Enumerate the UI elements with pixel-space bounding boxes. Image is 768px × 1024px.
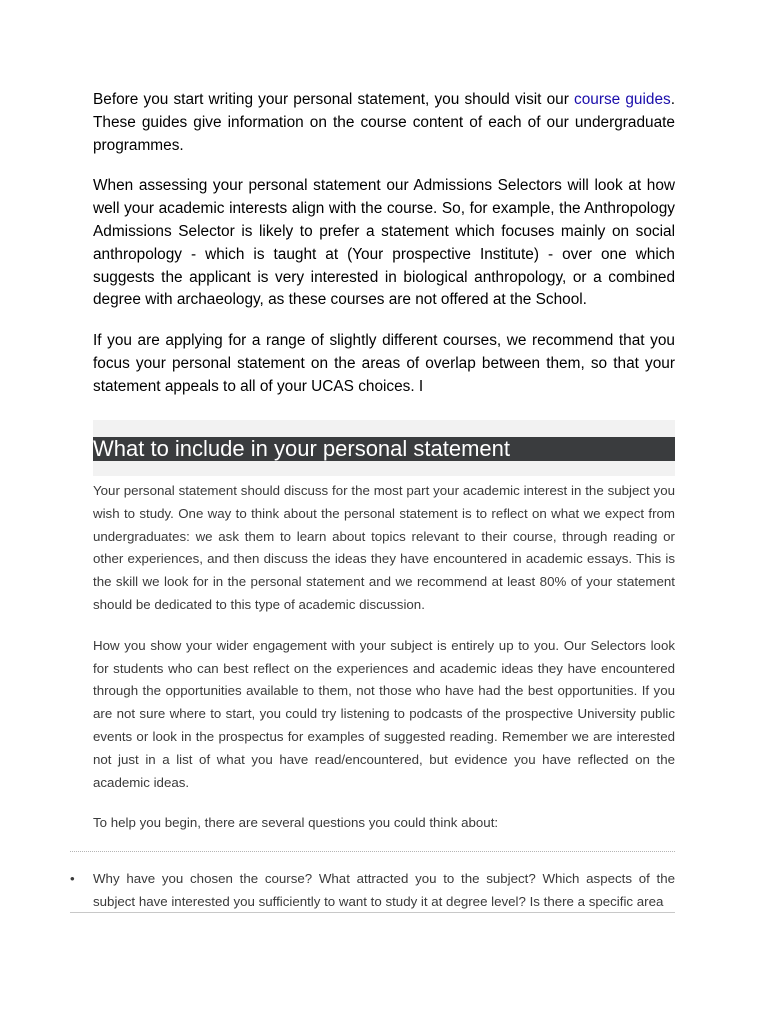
bullet-icon: • (70, 871, 75, 886)
section-heading: What to include in your personal statement (93, 436, 511, 461)
intro-paragraph-2: When assessing your personal statement our Admissions Selectors will look at how well your academic interests align with the course. So, for example, the Anthropology Admissions Selector is likely to prefer a statement which focuses mainly on social anthropology - which is taught at (Your prospective Institute) - over one which suggests the applicant is very interested in biological anthropology, or a combined degree with archaeology, as these courses are not offered at the School. (93, 177, 675, 309)
course-guides-link[interactable]: course guides (574, 91, 671, 108)
intro-paragraph-1 (93, 89, 675, 157)
list-item-text: Why have you chosen the course? What attracted you to the subject? Which aspects of the subject have interested you sufficiently to want to study it at degree level? Is there a specific area (93, 871, 675, 909)
solid-divider (70, 912, 675, 913)
intro-paragraph-3: If you are applying for a range of slightly different courses, we recommend that you focus your personal statement on the areas of overlap between them, so that your statement appeals to all of your UCAS choices. I (93, 332, 675, 395)
section-paragraph-2: How you show your wider engagement with your subject is entirely up to you. Our Selectors look for students who can best reflect on the experiences and academic ideas they have encountered through the opportunities available to them, not those who have had the best opportunities. If you are not sure where to start, you could try listening to podcasts of the prospective University public events or look in the prospectus for examples of suggested reading. Remember we are interested not just in a list of what you have read/encountered, but evidence you have reflected on the academic ideas. (93, 637, 675, 790)
questions-list (70, 868, 675, 914)
list-item (70, 868, 675, 914)
section-paragraph-1: Your personal statement should discuss for the most part your academic interest in the subject you wish to study. One way to think about the personal statement is to reflect on what we expect from undergraduates: we ask them to learn about topics relevant to their course, through reading or other experiences, and then discuss the ideas they have encountered in academic essays. This is the skill we look for in the personal statement and we recommend at least 80% of your statement should be dedicated to this type of academic discussion. (93, 483, 675, 612)
section-heading-bar (93, 437, 675, 461)
intro-paragraph-1-text-before: Before you start writing your personal statement, you should visit our (93, 91, 575, 108)
questions-lead-in: To help you begin, there are several questions you could think about: (93, 815, 499, 831)
intro-paragraph-1-text-after: . These guides give information on the course content of each of our undergraduate programmes. (93, 91, 675, 154)
section-body (93, 480, 675, 835)
dotted-divider (70, 851, 675, 852)
intro-section (93, 89, 675, 417)
